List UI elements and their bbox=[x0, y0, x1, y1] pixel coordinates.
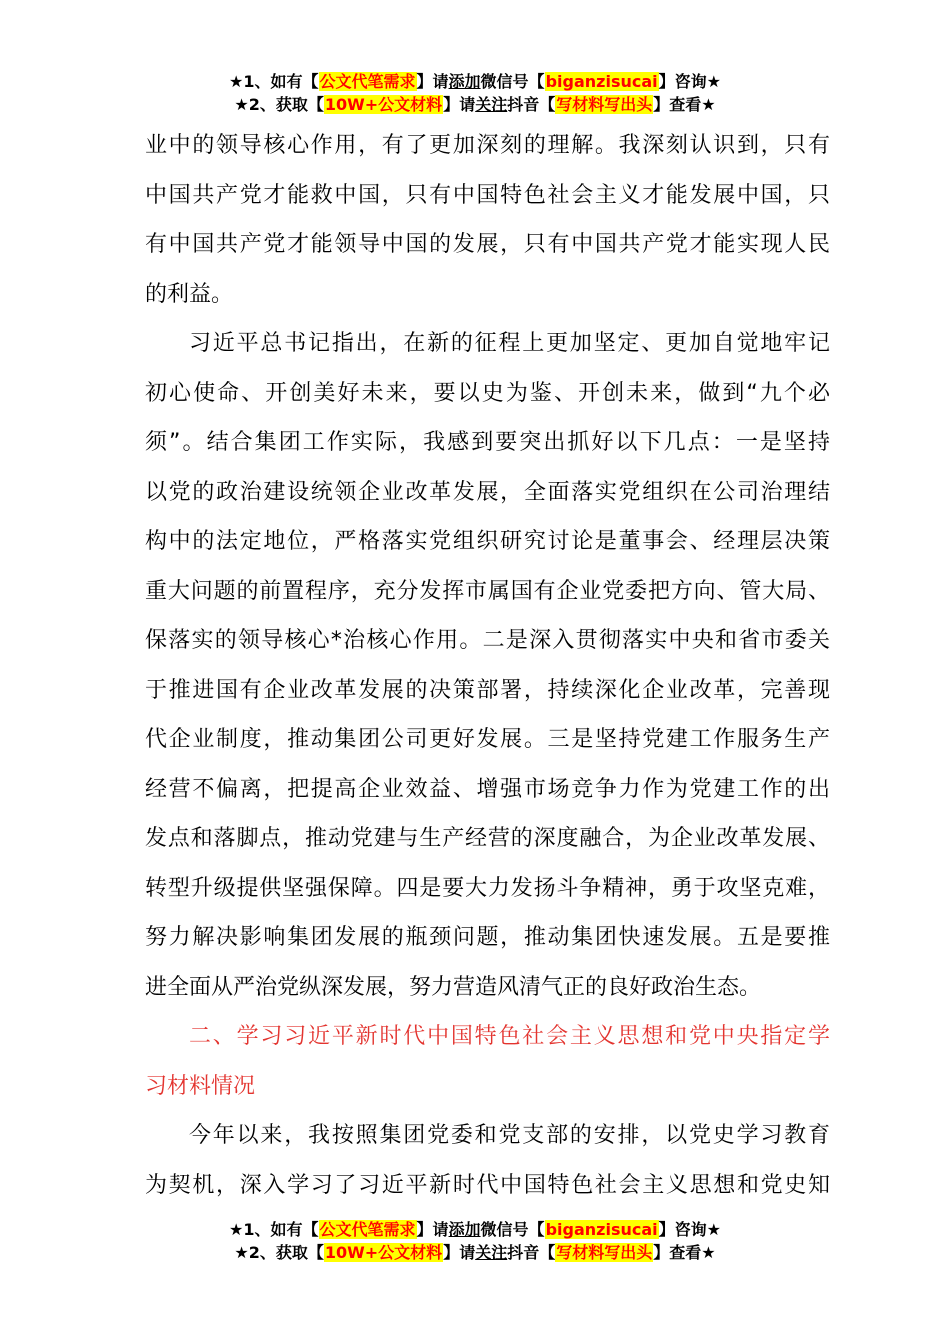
section-heading: 二、学习习近平新时代中国特色社会主义思想和党中央指定学 bbox=[189, 1024, 830, 1049]
banner-text: 抖音【 bbox=[507, 1243, 556, 1262]
banner-underlined: 添加 bbox=[448, 1220, 481, 1239]
banner-line-2 bbox=[0, 1241, 950, 1264]
banner-line-1 bbox=[0, 70, 950, 93]
banner-text: 】咨询★ bbox=[658, 1220, 721, 1239]
header-banner bbox=[0, 70, 950, 116]
text-line: 中国共产党才能救中国，只有中国特色社会主义才能发展中国，只 bbox=[145, 182, 830, 208]
text-line: 于推进国有企业改革发展的决策部署，持续深化企业改革，完善现 bbox=[145, 677, 830, 703]
section-heading: 习材料情况 bbox=[145, 1073, 256, 1099]
banner-text: 】请 bbox=[443, 95, 476, 114]
banner-highlight: 10W+公文材料 bbox=[324, 1243, 443, 1262]
text-line: 代企业制度，推动集团公司更好发展。三是坚持党建工作服务生产 bbox=[145, 727, 830, 752]
banner-text: 微信号【 bbox=[480, 72, 545, 91]
banner-text: ★2、获取【 bbox=[234, 1243, 324, 1262]
text-line: 今年以来，我按照集团党委和党支部的安排，以党史学习教育 bbox=[189, 1123, 830, 1148]
banner-highlight: 10W+公文材料 bbox=[324, 95, 443, 114]
banner-underlined: 添加 bbox=[448, 72, 481, 91]
banner-text: 】查看★ bbox=[653, 1243, 716, 1262]
footer-banner bbox=[0, 1218, 950, 1264]
banner-line-1 bbox=[0, 1218, 950, 1241]
banner-underlined: 关注 bbox=[475, 95, 508, 114]
banner-text: 】请 bbox=[416, 1220, 449, 1239]
banner-line-2 bbox=[0, 93, 950, 116]
text-line: 须”。结合集团工作实际，我感到要突出抓好以下几点：一是坚持 bbox=[145, 430, 830, 455]
text-line: 为契机，深入学习了习近平新时代中国特色社会主义思想和党史知 bbox=[145, 1172, 830, 1198]
banner-highlight: 公文代笔需求 bbox=[319, 1220, 416, 1239]
text-line: 构中的法定地位，严格落实党组织研究讨论是董事会、经理层决策 bbox=[145, 529, 830, 554]
banner-highlight: 写材料写出头 bbox=[556, 1243, 653, 1262]
text-line: 以党的政治建设统领企业改革发展，全面落实党组织在公司治理结 bbox=[145, 479, 830, 505]
banner-text: 】请 bbox=[416, 72, 449, 91]
banner-highlight: biganzisucai bbox=[545, 1220, 658, 1239]
banner-text: 抖音【 bbox=[507, 95, 556, 114]
banner-text: 微信号【 bbox=[480, 1220, 545, 1239]
banner-text: ★1、如有【 bbox=[229, 72, 319, 91]
banner-highlight: 写材料写出头 bbox=[556, 95, 653, 114]
text-line: 努力解决影响集团发展的瓶颈问题，推动集团快速发展。五是要推 bbox=[145, 925, 830, 950]
text-line: 发点和落脚点，推动党建与生产经营的深度融合，为企业改革发展、 bbox=[145, 826, 830, 851]
banner-text: 】请 bbox=[443, 1243, 476, 1262]
text-line: 习近平总书记指出，在新的征程上更加坚定、更加自觉地牢记 bbox=[189, 331, 830, 356]
text-line: 的利益。 bbox=[145, 281, 234, 307]
text-line: 有中国共产党才能领导中国的发展，只有中国共产党才能实现人民 bbox=[145, 232, 830, 257]
banner-highlight: biganzisucai bbox=[545, 72, 658, 91]
document-body bbox=[145, 121, 830, 1210]
text-line: 进全面从严治党纵深发展，努力营造风清气正的良好政治生态。 bbox=[145, 974, 762, 1000]
text-line: 重大问题的前置程序，充分发挥市属国有企业党委把方向、管大局、 bbox=[145, 578, 830, 604]
banner-text: 】查看★ bbox=[653, 95, 716, 114]
text-line: 经营不偏离，把提高企业效益、增强市场竞争力作为党建工作的出 bbox=[145, 776, 830, 802]
text-line: 转型升级提供坚强保障。四是要大力发扬斗争精神，勇于攻坚克难， bbox=[145, 875, 830, 901]
banner-highlight: 公文代笔需求 bbox=[319, 72, 416, 91]
text-line: 保落实的领导核心*治核心作用。二是深入贯彻落实中央和省市委关 bbox=[145, 628, 830, 653]
banner-underlined: 关注 bbox=[475, 1243, 508, 1262]
banner-text: 】咨询★ bbox=[658, 72, 721, 91]
text-line: 初心使命、开创美好未来，要以史为鉴、开创未来，做到“九个必 bbox=[145, 380, 830, 406]
banner-text: ★1、如有【 bbox=[229, 1220, 319, 1239]
banner-text: ★2、获取【 bbox=[234, 95, 324, 114]
text-line: 业中的领导核心作用，有了更加深刻的理解。我深刻认识到，只有 bbox=[145, 133, 830, 158]
